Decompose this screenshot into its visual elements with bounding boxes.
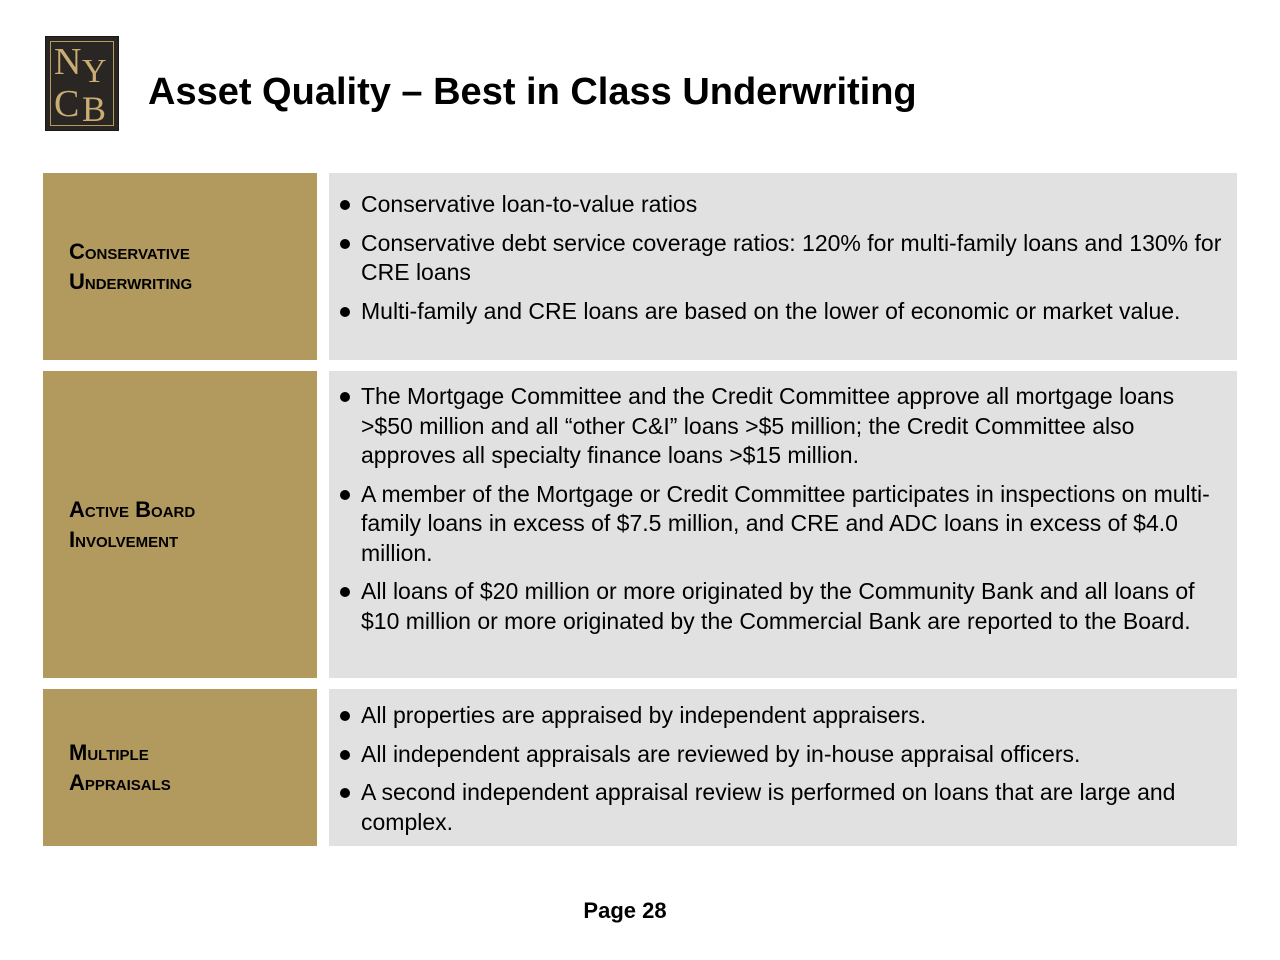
bullet-item: All properties are appraised by independent appraisers.: [339, 701, 1223, 731]
section-content-box: [329, 173, 1237, 360]
bullet-item: A member of the Mortgage or Credit Committee participates in inspections on multi-family loans in excess of $7.5 million, and CRE and ADC loans in excess of $4.0 million.: [339, 480, 1223, 569]
bullet-item: A second independent appraisal review is performed on loans that are large and complex.: [339, 778, 1223, 837]
bullet-list: [339, 190, 1223, 335]
bullet-list: [339, 382, 1223, 645]
logo-letter-c: C: [54, 83, 80, 125]
bullet-item: All loans of $20 million or more originated by the Community Bank and all loans of $10 million or more originated by the Commercial Bank are reported to the Board.: [339, 577, 1223, 636]
section-multiple-appraisals: [43, 689, 1237, 846]
section-label: [69, 495, 299, 555]
section-label-box: [43, 371, 317, 678]
page-title: Asset Quality – Best in Class Underwriting: [148, 71, 917, 113]
bullet-item: Conservative loan-to-value ratios: [339, 190, 1223, 220]
section-label-line: Appraisals: [69, 769, 171, 795]
section-label-line: Involvement: [69, 526, 179, 552]
bullet-item: Conservative debt service coverage ratios: 120% for multi-family loans and 130% for CRE loans: [339, 229, 1223, 288]
bullet-item: Multi-family and CRE loans are based on the lower of economic or market value.: [339, 297, 1223, 327]
bullet-list: [339, 701, 1223, 846]
section-label: [69, 738, 299, 798]
section-label-line: Underwriting: [69, 268, 193, 294]
nycb-logo: [45, 36, 119, 131]
section-label-box: [43, 173, 317, 360]
logo-letter-y: Y: [82, 53, 107, 90]
section-label-line: Conservative: [69, 238, 190, 264]
section-active-board-involvement: [43, 371, 1237, 678]
bullet-item: All independent appraisals are reviewed by in-house appraisal officers.: [339, 740, 1223, 770]
section-conservative-underwriting: [43, 173, 1237, 360]
section-label-box: [43, 689, 317, 846]
logo-letter-n: N: [54, 41, 82, 83]
section-label-line: Multiple: [69, 739, 149, 765]
section-label-line: Active Board: [69, 496, 196, 522]
page-number: Page 28: [583, 898, 667, 923]
bullet-item: The Mortgage Committee and the Credit Committee approve all mortgage loans >$50 million and all “other C&I” loans >$5 million; the Credit Committee also approves all specialty finance loans >$15 million.: [339, 382, 1223, 471]
section-label: [69, 237, 299, 297]
section-content-box: [329, 371, 1237, 678]
section-content-box: [329, 689, 1237, 846]
logo-letter-b: B: [82, 89, 107, 129]
